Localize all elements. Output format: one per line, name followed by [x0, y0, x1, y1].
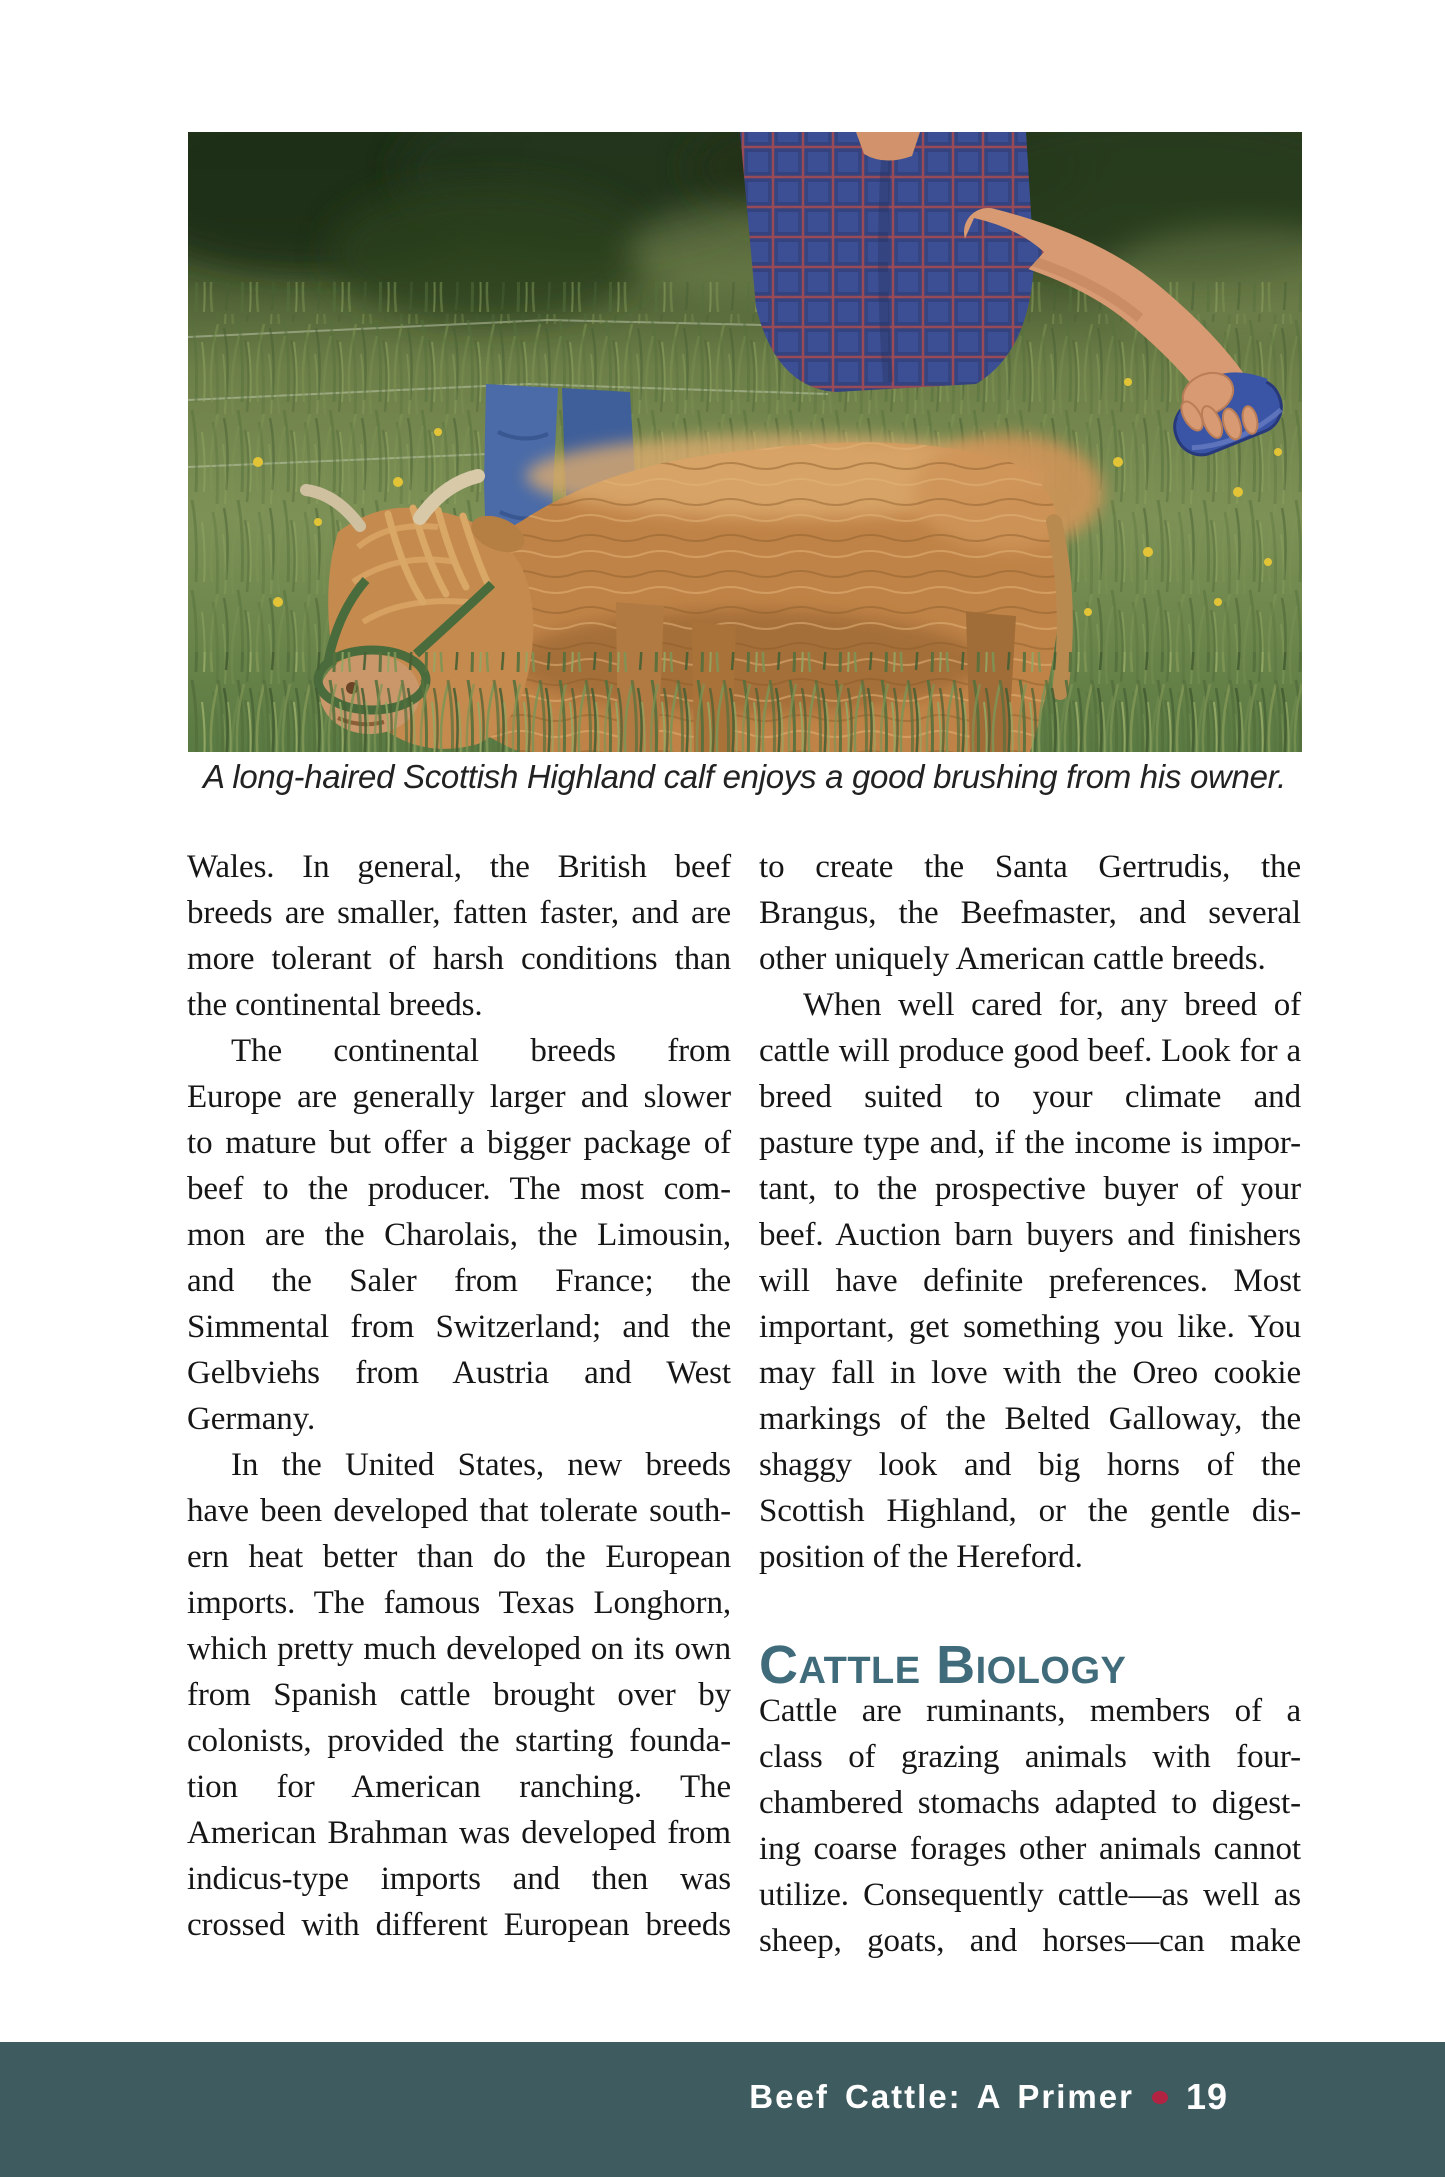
text-line: cattle will produce good beef. Look for a [759, 1033, 1301, 1069]
footer-separator-dot [1152, 2091, 1168, 2104]
foreground-grass-2 [214, 677, 1302, 752]
text-line: mon are the Charolais, the Limousin, [187, 1217, 731, 1253]
text-line: The continental breeds from [231, 1033, 731, 1069]
text-line: shaggy look and big horns of the [759, 1447, 1301, 1483]
footer-title: Beef Cattle: A Primer [749, 2078, 1134, 2115]
text-line: sheep, goats, and horses—can make [759, 1923, 1301, 1959]
text-line: have been developed that tolerate south- [187, 1493, 731, 1529]
text-line: to mature but offer a bigger package of [187, 1125, 731, 1161]
calf-photo [188, 132, 1302, 752]
footer-bar [0, 2042, 1445, 2177]
text-line: and the Saler from France; the [187, 1263, 731, 1299]
page-number: 19 [1185, 2076, 1228, 2117]
text-line: tion for American ranching. The [187, 1769, 731, 1805]
text-line: indicus-type imports and then was [187, 1861, 731, 1897]
text-line: breeds are smaller, fatten faster, and are [187, 895, 731, 931]
text-line: to create the Santa Gertrudis, the [759, 849, 1301, 885]
text-line: markings of the Belted Galloway, the [759, 1401, 1301, 1437]
text-line: Brangus, the Beefmaster, and several [759, 895, 1301, 931]
text-line: Cattle are ruminants, members of a [759, 1693, 1301, 1729]
text-line: crossed with different European breeds [187, 1907, 731, 1943]
text-line: ern heat better than do the European [187, 1539, 731, 1575]
left-column [187, 844, 731, 1964]
text-line: imports. The famous Texas Longhorn, [187, 1585, 731, 1621]
text-line: Simmental from Switzerland; and the [187, 1309, 731, 1345]
text-line: important, get something you like. You [759, 1309, 1301, 1345]
text-line: Germany. [187, 1401, 316, 1437]
text-line: the continental breeds. [187, 987, 483, 1023]
text-line: which pretty much developed on its own [187, 1631, 731, 1667]
text-line: position of the Hereford. [759, 1539, 1083, 1575]
text-line: Wales. In general, the British beef [187, 849, 731, 885]
text-line: When well cared for, any breed of [803, 987, 1301, 1023]
text-line: In the United States, new breeds [231, 1447, 731, 1483]
text-line: colonists, provided the starting founda- [187, 1723, 731, 1759]
text-line: Scottish Highland, or the gentle dis- [759, 1493, 1301, 1529]
right-column [759, 844, 1301, 1964]
text-line: other uniquely American cattle breeds. [759, 941, 1266, 977]
shirt-shading [883, 132, 888, 382]
text-line: from Spanish cattle brought over by [187, 1677, 731, 1713]
text-columns [187, 844, 1303, 1964]
text-line: more tolerant of harsh conditions than [187, 941, 731, 977]
section-heading: Cattle Biology [759, 1635, 1127, 1695]
text-line: utilize. Consequently cattle—as well as [759, 1877, 1301, 1913]
text-line: breed suited to your climate and [759, 1079, 1301, 1115]
footer-row [749, 2074, 1228, 2120]
calf-photo-illustration [188, 132, 1302, 752]
text-line: class of grazing animals with four- [759, 1739, 1301, 1775]
text-line: will have definite preferences. Most [759, 1263, 1301, 1299]
text-line: chambered stomachs adapted to digest- [759, 1785, 1301, 1821]
text-line: ing coarse forages other animals cannot [759, 1831, 1301, 1867]
text-line: American Brahman was developed from [187, 1815, 731, 1851]
photo-caption: A long-haired Scottish Highland calf enjoys a good brushing from his owner. [202, 758, 1286, 795]
text-line: beef. Auction barn buyers and finishers [759, 1217, 1301, 1253]
text-line: pasture type and, if the income is impor- [759, 1125, 1301, 1161]
text-line: Gelbviehs from Austria and West [187, 1355, 731, 1391]
text-line: may fall in love with the Oreo cookie [759, 1355, 1301, 1391]
text-line: Europe are generally larger and slower [187, 1079, 731, 1115]
text-line: beef to the producer. The most com- [187, 1171, 731, 1207]
text-line: tant, to the prospective buyer of your [759, 1171, 1301, 1207]
